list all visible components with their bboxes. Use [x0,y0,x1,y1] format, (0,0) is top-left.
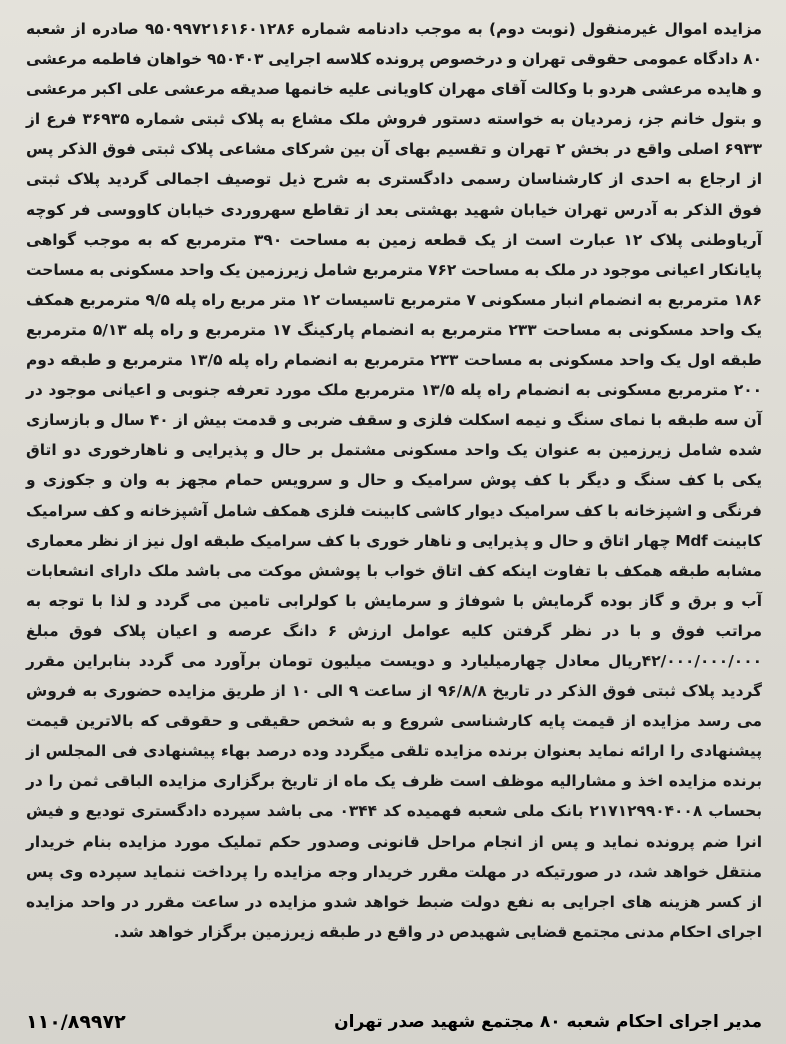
signature: مدیر اجرای احکام شعبه ۸۰ مجتمع شهید صدر تهران [334,1012,762,1032]
notice-body: مزایده اموال غیرمنقول (نوبت دوم) به موجب دادنامه شماره ۹۵۰۹۹۷۲۱۶۱۶۰۱۲۸۶ صادره از شعبه ۸۰ دادگاه عمومی حقوقی تهران و درخصوص پرونده کلاسه اجرایی ۹۵۰۴۰۳ خواهان فاطمه مرعشی و هایده مرعشی هردو با وکالت آقای مهران کاویانی علیه خانمها صدیقه مرعشی علی اکبر مرعشی و بتول خانم جز، زمردیان به خواسته دستور فروش ملک مشاع به پلاک ثبتی شماره ۳۶۹۳۵ فرع از ۶۹۳۳ اصلی واقع در بخش ۲ تهران و تقسیم بهای آن بین شرکای مشاعی پلاک ثبتی فوق الذکر پس از ارجاع به احدی از کارشناسان رسمی دادگستری به شرح ذیل توصیف اجمالی گردید پلاک ثبتی فوق الذکر به آدرس تهران خیابان شهید بهشتی بعد از تقاطع سهروردی خیابان کاووسی فر کوچه آریاوطنی پلاک ۱۲ عبارت است از یک قطعه زمین به مساحت ۳۹۰ مترمربع که به موجب گواهی پایانکار اعیانی موجود در ملک به مساحت ۷۶۲ مترمربع شامل زیرزمین یک واحد مسکونی به مساحت ۱۸۶ مترمربع به انضمام انبار مسکونی ۷ مترمربع تاسیسات ۱۲ متر مربع راه پله ۹/۵ مترمربع همکف یک واحد مسکونی به مساحت ۲۳۳ مترمربع به انضمام پارکینگ ۱۷ مترمربع و راه پله ۵/۱۳ مترمربع طبقه اول یک واحد مسکونی به مساحت ۲۳۳ مترمربع به انضمام راه پله ۱۳/۵ مترمربع و طبقه دوم ۲۰۰ مترمربع مسکونی به انضمام راه پله ۱۳/۵ مترمربع ملک مورد تعرفه جنوبی و اعیانی موجود در آن سه طبقه با نمای سنگ و نیمه اسکلت فلزی و سقف ضربی و قدمت بیش از ۴۰ سال و بازسازی شده شامل زیرزمین به عنوان یک واحد مسکونی مشتمل بر حال و پذیرایی و ناهارخوری دو اتاق یکی با کف سنگ و دیگر با کف پوش سرامیک و حال و سرویس حمام مجهز به وان و جکوزی و فرنگی و اشپزخانه با کف سرامیک دیوار کاشی کابینت فلزی همکف شامل آشپزخانه و کف سرامیک کابینت Mdf چهار اتاق و حال و پذیرایی و ناهار خوری با کف سرامیک طبقه اول نیز از نظر معماری مشابه طبقه همکف با تفاوت اینکه کف اتاق خواب با پوشش موکت می باشد ملک دارای انشعابات آب و برق و گاز بوده گرمایش با شوفاژ و سرمایش با کولرابی تامین می گردد و لذا با توجه به مراتب فوق و با در نظر گرفتن کلیه عوامل ارزش ۶ دانگ عرصه و اعیان پلاک فوق مبلغ ۴۲/۰۰۰/۰۰۰/۰۰۰ریال معادل چهارمیلیارد و دویست میلیون تومان برآورد می گردد بنابراین مقرر گردید پلاک ثبتی فوق الذکر در تاریخ ۹۶/۸/۸ از ساعت ۹ الی ۱۰ از طریق مزایده حضوری به فروش می رسد مزایده از قیمت پایه کارشناسی شروع و به شخص حقیقی و حقوقی که بالاترین قیمت پیشنهادی را ارائه نماید بعنوان برنده مزایده تلقی میگردد وده درصد بهاء پیشنهادی فی المجلس از برنده مزایده اخذ و مشارالیه موظف است ظرف یک ماه از تاریخ برگزاری مزایده الباقی ثمن را در بحساب ۲۱۷۱۲۹۹۰۴۰۰۸ بانک ملی شعبه فهمیده کد ۰۳۴۴ می باشد سپرده دادگستری تودیع و فیش انرا ضم پرونده نماید و پس از انجام مراحل قانونی وصدور حکم تملیک مورد مزایده بنام خریدار منتقل خواهد شد، در صورتیکه در مهلت مقرر خریدار وجه مزایده را پرداخت ننماید سپرده وی پس از کسر هزینه های اجرایی به نفع دولت ضبط خواهد شدو مزایده در ساعت مقرر در واحد مزایده اجرای احکام مدنی مجتمع قضایی شهیدص در واقع در طبقه زیرزمین برگزار خواهد شد. [26,20,763,941]
notice-footer [26,1004,762,1040]
reference-number: ۱۱۰/۸۹۹۷۲ [26,1011,126,1033]
